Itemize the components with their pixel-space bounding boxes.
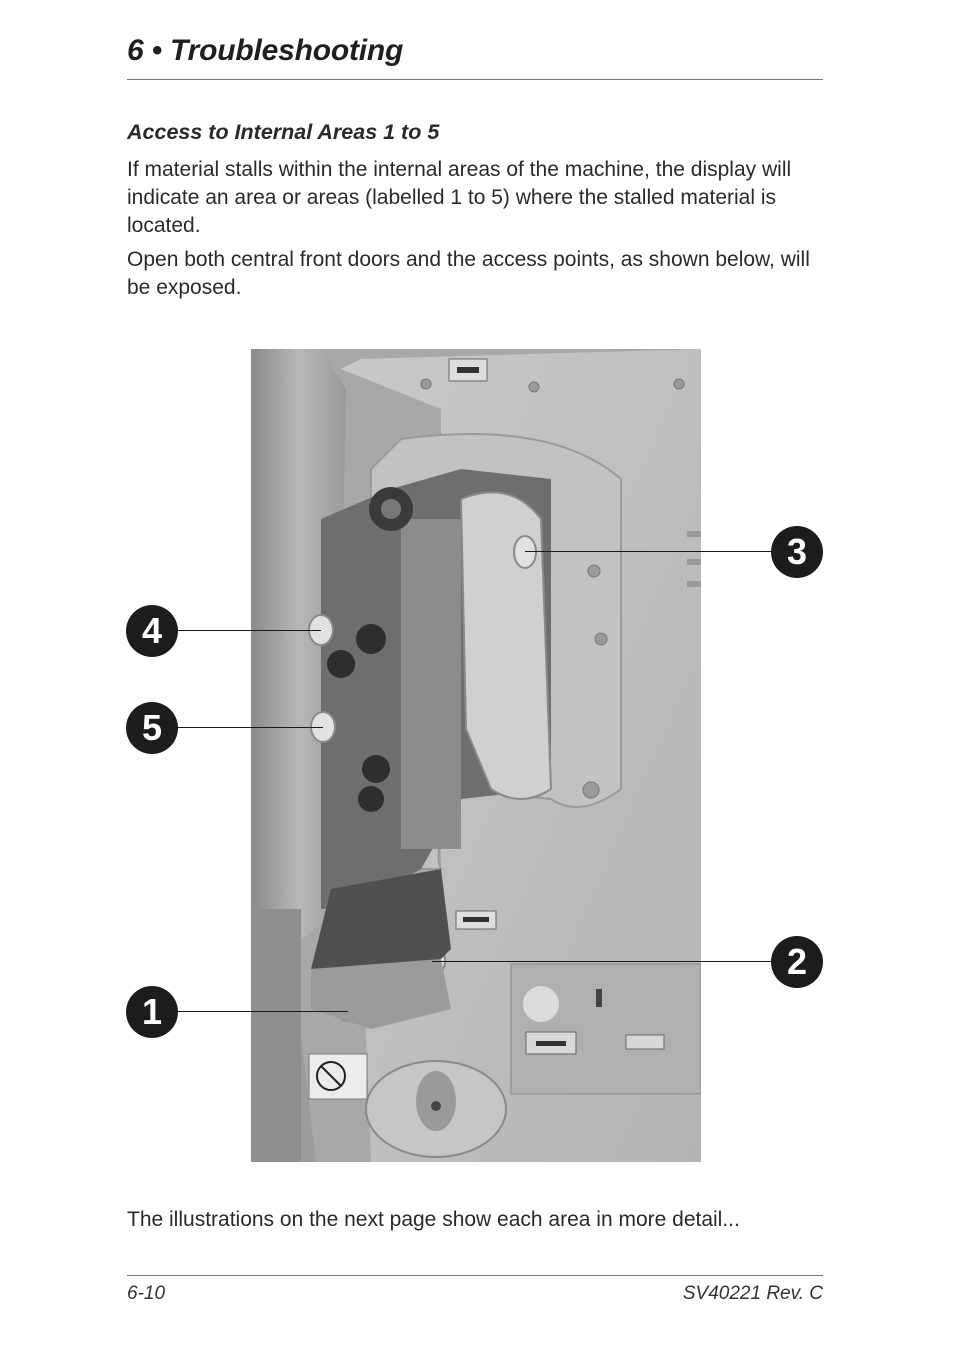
callout-5-leader [175, 727, 323, 728]
callout-1-badge: 1 [126, 986, 178, 1038]
chapter-title: 6 • Troubleshooting [127, 34, 404, 67]
callout-1-leader [175, 1011, 348, 1012]
section-title: Access to Internal Areas 1 to 5 [127, 120, 440, 144]
paragraph-instruction: Open both central front doors and the access points, as shown below, will be exposed. [127, 248, 810, 299]
callout-2-badge: 2 [771, 936, 823, 988]
callout-4-leader [175, 630, 321, 631]
bottom-note: The illustrations on the next page show each area in more detail... [127, 1208, 740, 1231]
callout-4-badge: 4 [126, 605, 178, 657]
document-id: SV40221 Rev. C [682, 1283, 823, 1304]
header-rule [127, 79, 823, 80]
callout-2-leader [432, 961, 775, 962]
page-number: 6-10 [127, 1283, 166, 1304]
paragraph-intro: If material stalls within the internal areas of the machine, the display will indicate an area or areas (labelled 1 to 5) where the stalled material is located. [127, 158, 792, 237]
machine-photo [251, 349, 701, 1162]
callout-5-badge: 5 [126, 702, 178, 754]
footer-rule [127, 1275, 823, 1276]
callout-3-badge: 3 [771, 526, 823, 578]
callout-3-leader [525, 551, 775, 552]
